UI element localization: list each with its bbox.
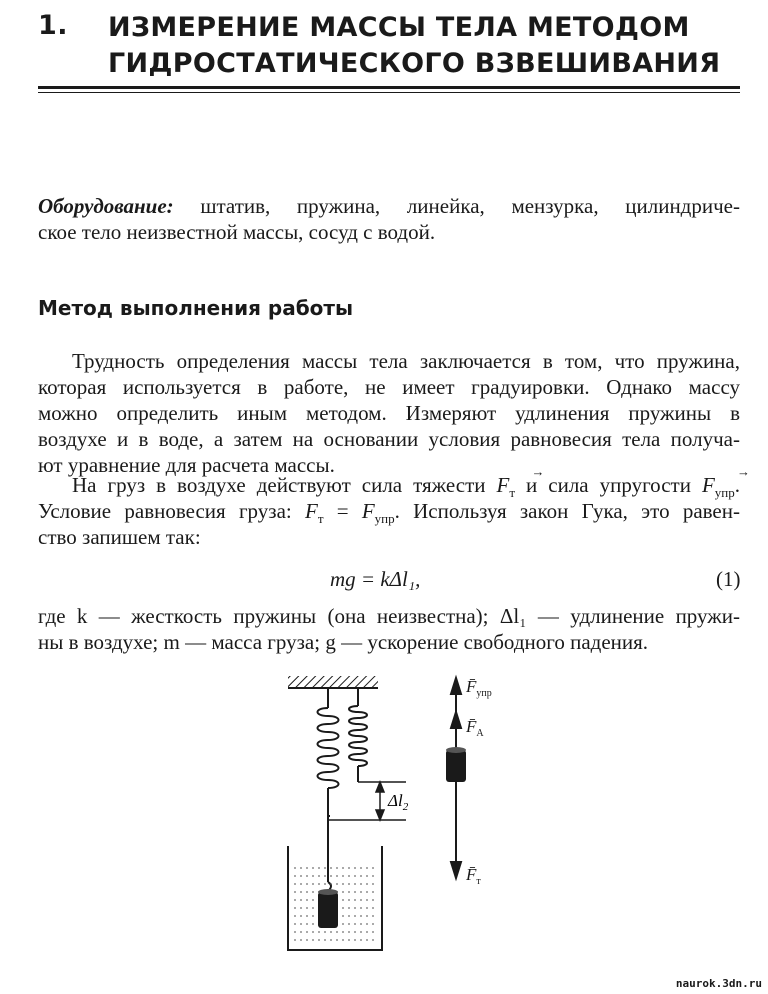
vector-Ft: → $F_т$ <box>497 473 516 497</box>
watermark: naurok.3dn.ru <box>675 977 762 990</box>
method-title: Метод выполнения работы <box>38 296 354 320</box>
text-line: Условие равновесия груза: $F_т = F_{упр}$. Используя закон Гука, это равен- <box>38 499 740 527</box>
heading-rule-thick <box>38 86 740 89</box>
text-line: Трудность определения массы тела заключается в том, что пружина, <box>72 349 740 373</box>
paragraph-forces <box>38 472 740 550</box>
paragraph-difficulty <box>38 348 740 478</box>
text-line: ют уравнение для расчета массы. <box>38 453 335 477</box>
force-diagram <box>446 678 466 878</box>
text-line: ство запишем так: <box>38 525 201 549</box>
section-title-line1: ИЗМЕРЕНИЕ МАССЫ ТЕЛА МЕТОДОМ <box>108 12 690 43</box>
spring-left <box>318 688 339 891</box>
text-line: которая используется в работе, не имеет градуировки. Однако массу <box>38 375 740 399</box>
delta-l2-label: $\Delta l_2$ <box>388 791 409 813</box>
spring-right <box>349 688 367 782</box>
equipment-line2: ское тело неизвестной массы, сосуд с водой. <box>38 220 436 244</box>
equipment-paragraph <box>38 193 740 245</box>
label-FA: $F̄_A$ <box>466 717 484 739</box>
text-line: где k — жесткость пружины (она неизвестна); Δl₁ — удлинение пружи- <box>38 604 740 628</box>
formula-1: mg = kΔl₁, <box>330 567 421 591</box>
label-Fupr: $F̄_{упр}$ <box>466 677 492 699</box>
heading-rule-thin <box>38 92 740 93</box>
section-number: 1. <box>38 10 69 41</box>
equipment-line1: Оборудование: штатив, пружина, линейка, мензурка, цилиндриче- <box>38 194 740 218</box>
ceiling-support <box>288 676 378 688</box>
vector-Fupr: → $F_{упр}$ <box>702 473 735 497</box>
text-line: воздухе и в воде, а затем на основании условия равновесия тела получа- <box>38 427 740 451</box>
formula-number: (1) <box>716 567 741 591</box>
cylinder-weight-in-water <box>318 889 338 928</box>
equipment-label: Оборудование: <box>38 194 174 218</box>
label-Ft: $F̄_т$ <box>466 865 481 887</box>
text-line: На груз в воздухе действуют сила тяжести → $F_т$ и сила упругости → $F_{упр}$. <box>38 472 740 498</box>
text-line: ны в воздухе; m — масса груза; g — ускорение свободного падения. <box>38 630 649 654</box>
experiment-figure <box>270 670 570 990</box>
text-line: можно определить иным методом. Измеряют удлинения пружины в <box>38 401 740 425</box>
section-title <box>108 10 748 82</box>
section-title-line2: ГИДРОСТАТИЧЕСКОГО ВЗВЕШИВАНИЯ <box>108 48 721 79</box>
paragraph-definitions <box>38 603 740 655</box>
